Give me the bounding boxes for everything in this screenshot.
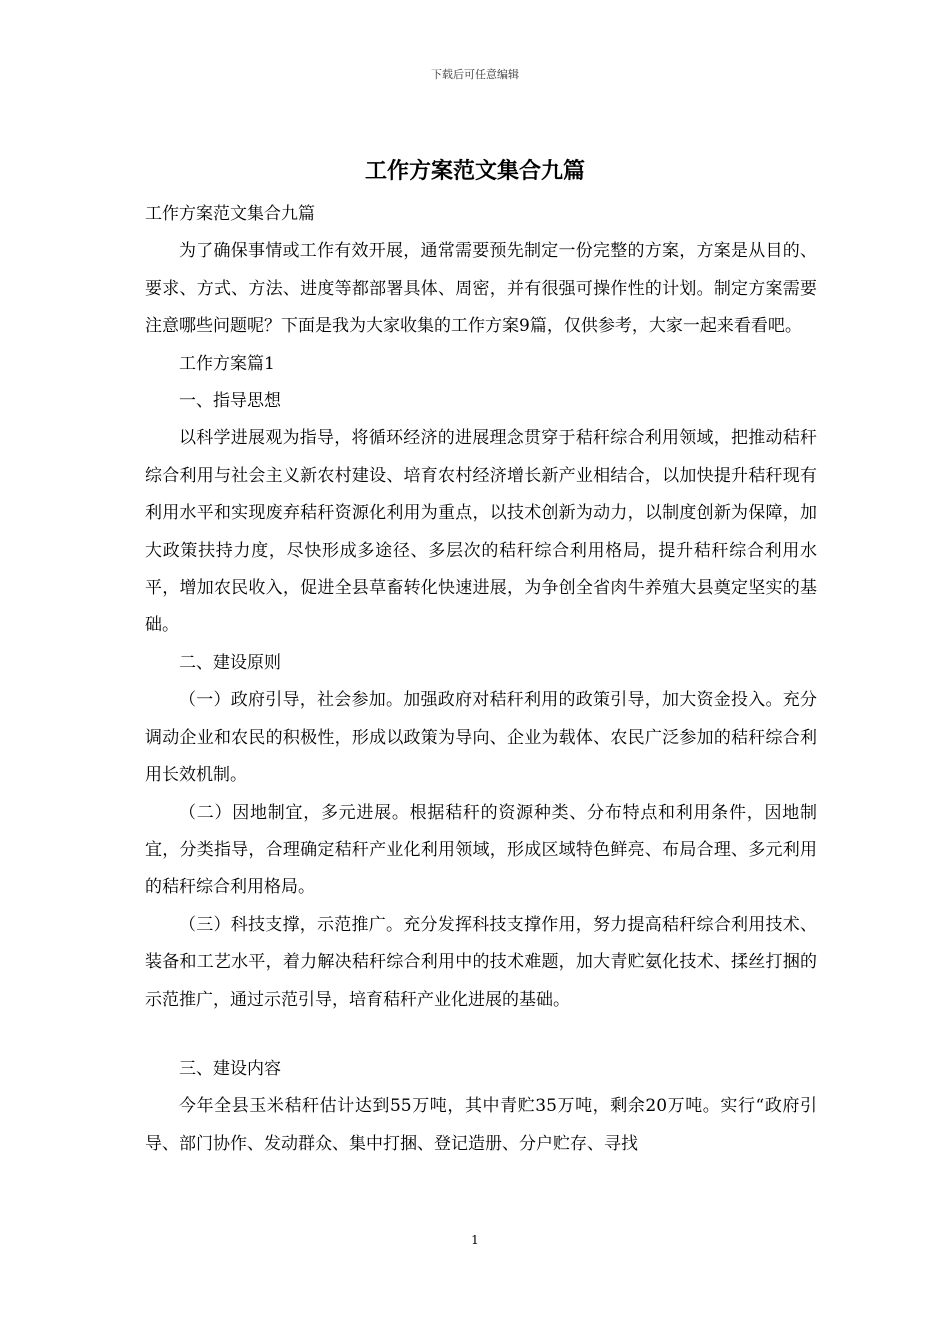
section-heading-principles: 二、建设原则 (179, 652, 281, 673)
body-paragraph-principle-3: （三）科技支撑，示范推广。充分发挥科技支撑作用，努力提高秸秆综合利用技术、装备和工艺水平，着力解决秸秆综合利用中的技术难题，加大青贮氨化技术、揉丝打捆的示范推广，通过示范引导，培育秸秆产业化进展的基础。 (145, 914, 817, 1010)
document-title: 工作方案范文集合九篇 (364, 158, 585, 184)
body-paragraph-content: 今年全县玉米秸秆估计达到55万吨，其中青贮35万吨，剩余20万吨。实行“政府引导、部门协作、发动群众、集中打捆、登记造册、分户贮存、寻找 (145, 1096, 817, 1154)
page-header-note: 下载后可任意编辑 (431, 68, 519, 81)
section-heading-guiding-thought: 一、指导思想 (179, 391, 281, 412)
section-heading-content: 三、建设内容 (179, 1058, 281, 1079)
document-body (145, 196, 817, 1163)
section-heading-plan-1: 工作方案篇1 (179, 353, 275, 374)
intro-paragraph: 为了确保事情或工作有效开展，通常需要预先制定一份完整的方案，方案是从目的、要求、方式、方法、进度等都部署具体、周密，并有很强可操作性的计划。制定方案需要注意哪些问题呢？下面是我为大家收集的工作方案9篇，仅供参考，大家一起来看看吧。 (145, 241, 817, 337)
body-paragraph-principle-2: （二）因地制宜，多元进展。根据秸秆的资源种类、分布特点和利用条件，因地制宜，分类指导，合理确定秸秆产业化利用领域，形成区域特色鲜亮、布局合理、多元利用的秸秆综合利用格局。 (145, 802, 817, 898)
body-paragraph-guiding-thought: 以科学进展观为指导，将循环经济的进展理念贯穿于秸秆综合利用领域，把推动秸秆综合利用与社会主义新农村建设、培育农村经济增长新产业相结合，以加快提升秸秆现有利用水平和实现废弃秸秆资源化利用为重点，以技术创新为动力，以制度创新为保障，加大政策扶持力度，尽快形成多途径、多层次的秸秆综合利用格局，提升秸秆综合利用水平，增加农民收入，促进全县草畜转化快速进展，为争创全省肉牛养殖大县奠定坚实的基础。 (145, 428, 817, 636)
subtitle-paragraph: 工作方案范文集合九篇 (145, 204, 315, 224)
page-number: 1 (471, 1233, 479, 1247)
body-paragraph-principle-1: （一）政府引导，社会参加。加强政府对秸秆利用的政策引导，加大资金投入。充分调动企业和农民的积极性，形成以政策为导向、企业为载体、农民广泛参加的秸秆综合利用长效机制。 (145, 690, 817, 786)
